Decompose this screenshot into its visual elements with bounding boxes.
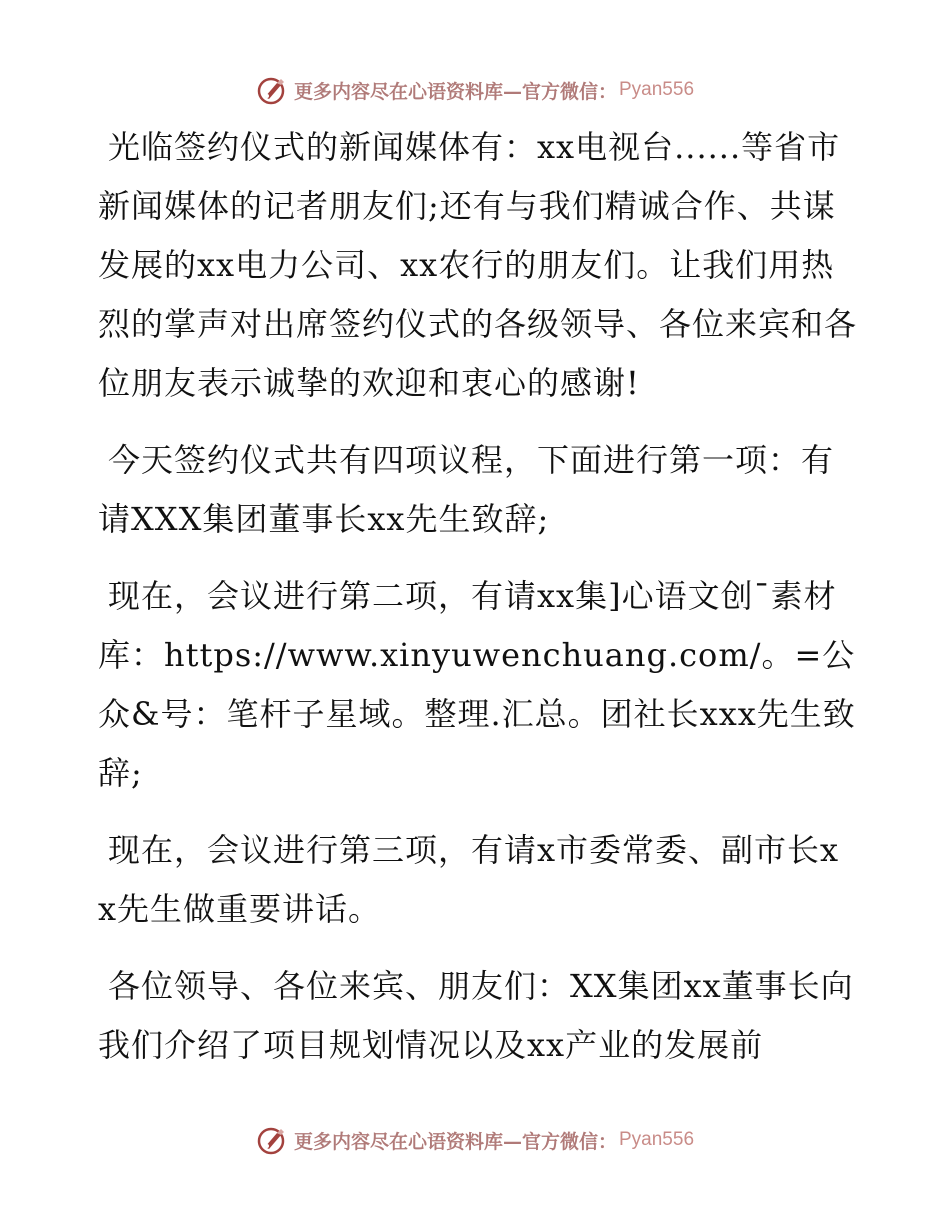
paragraph-agenda-second: 现在，会议进行第二项，有请xx集]心语文创¯素材库：https://www.xinyuwenchuang.com/。=公众&号：笔杆子星域。整理.汇总。团社长xxx先生致辞; xyxy=(98,577,856,792)
paragraph-closing: 各位领导、各位来宾、朋友们：XX集团xx董事长向我们介绍了项目规划情况以及xx产业的发展前 xyxy=(98,967,854,1064)
header-banner-text: 更多内容尽在心语资料库—官方微信： xyxy=(293,80,617,103)
paragraph-media-thanks: 光临签约仪式的新闻媒体有：xx电视台......等省市新闻媒体的记者朋友们;还有与我们精诚合作、共谋发展的xx电力公司、xx农行的朋友们。让我们用热烈的掌声对出席签约仪式的各级领导、各位来宾和各位朋友表示诚挚的欢迎和衷心的感谢! xyxy=(98,128,858,402)
header-banner-handle: Pyan556 xyxy=(619,79,695,100)
paragraph-agenda-third: 现在，会议进行第三项，有请x市委常委、副市长xx先生做重要讲话。 xyxy=(98,831,840,928)
footer-banner-handle: Pyan556 xyxy=(619,1129,695,1150)
footer-banner-text: 更多内容尽在心语资料库—官方微信： xyxy=(293,1130,617,1153)
footer-banner xyxy=(0,1120,950,1160)
document-body xyxy=(98,118,858,1093)
paragraph-agenda-first: 今天签约仪式共有四项议程，下面进行第一项：有请XXX集团董事长xx先生致辞; xyxy=(98,441,835,538)
pen-logo-icon xyxy=(256,74,288,106)
pen-logo-icon xyxy=(256,1124,288,1156)
header-banner xyxy=(0,70,950,110)
